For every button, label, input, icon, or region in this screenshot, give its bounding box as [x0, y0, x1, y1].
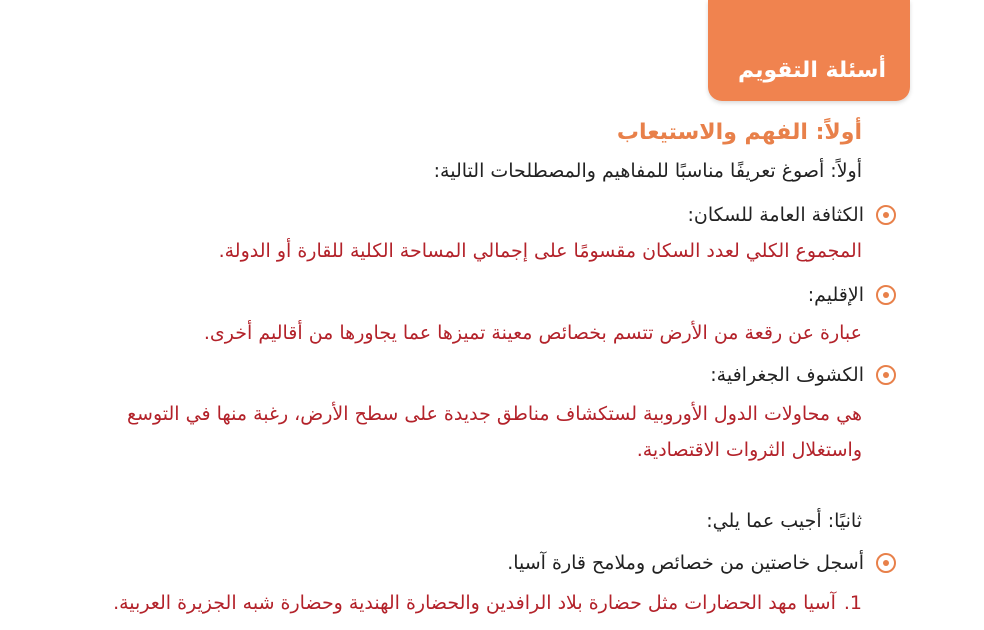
question-1-item-3 [710, 364, 896, 386]
term-label: الكشوف الجغرافية: [710, 364, 864, 386]
question-1-item-1 [688, 204, 896, 226]
answer-number: 1. [843, 592, 862, 614]
section-heading: أولاً: الفهم والاستيعاب [616, 120, 862, 145]
answer-text: آسيا مهد الحضارات مثل حضارة بلاد الرافدين والحضارة الهندية وحضارة شبه الجزيرة العربية. [113, 592, 836, 614]
question-2-item-1 [507, 552, 896, 574]
term-label: أسجل خاصتين من خصائص وملامح قارة آسيا. [507, 552, 864, 574]
answer-text: المجموع الكلي لعدد السكان مقسومًا على إجمالي المساحة الكلية للقارة أو الدولة. [218, 240, 862, 262]
question-1-item-2 [808, 284, 896, 306]
question-1-instruction: أولاً: أصوغ تعريفًا مناسبًا للمفاهيم والمصطلحات التالية: [433, 160, 862, 182]
bullet-icon [876, 205, 896, 225]
bullet-icon [876, 285, 896, 305]
answer-text: عبارة عن رقعة من الأرض تتسم بخصائص معينة تميزها عما يجاورها من أقاليم أخرى. [203, 322, 862, 344]
question-2-instruction: ثانيًا: أجيب عما يلي: [706, 510, 862, 532]
term-label: الكثافة العامة للسكان: [687, 204, 864, 226]
numbered-answer [113, 592, 862, 614]
bullet-icon [876, 553, 896, 573]
bullet-icon [876, 365, 896, 385]
answer-text: هي محاولات الدول الأوروبية لستكشاف مناطق جديدة على سطح الأرض، رغبة منها في التوسع واستغلال الثروات الاقتصادية. [126, 403, 862, 461]
term-label: الإقليم: [807, 284, 864, 306]
evaluation-questions-tab [708, 0, 910, 101]
tab-title: أسئلة التقويم [737, 58, 886, 83]
